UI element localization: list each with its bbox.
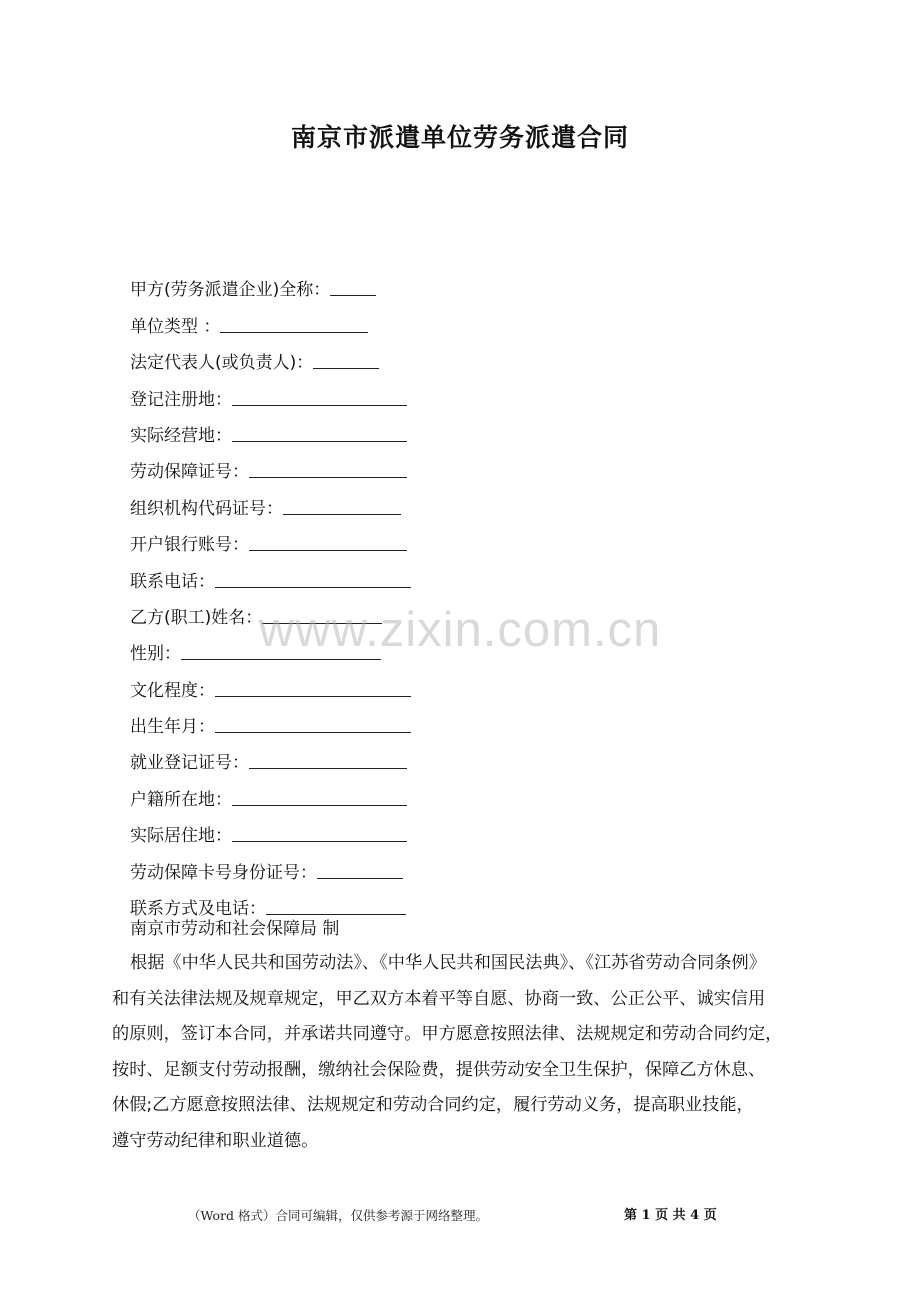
fill-in-blank[interactable] — [330, 294, 376, 296]
fill-in-blank[interactable] — [215, 695, 411, 697]
field-label: 联系电话： — [130, 571, 215, 592]
field-bank-account — [130, 519, 411, 555]
fill-in-blank[interactable] — [215, 731, 411, 733]
fill-in-blank[interactable] — [249, 476, 407, 478]
party-info-fields — [130, 264, 411, 919]
fill-in-blank[interactable] — [232, 440, 407, 442]
field-organization-code — [130, 482, 411, 518]
footer-note: （Word 格式）合同可编辑，仅供参考源于网络整理。 — [188, 1208, 488, 1223]
document-title: 南京市派遣单位劳务派遣合同 — [290, 123, 629, 152]
field-legal-representative — [130, 337, 411, 373]
site-watermark: www.zixin.com.cn — [258, 603, 662, 657]
field-residence — [130, 810, 411, 846]
fill-in-blank[interactable] — [317, 877, 403, 879]
field-business-address — [130, 410, 411, 446]
preamble-line — [112, 946, 828, 982]
field-household-registration — [130, 773, 411, 809]
preamble-line: 和有关法律法规及规章规定，甲乙双方本着平等自愿、协商一致、公正公平、诚实信用 — [112, 988, 766, 1009]
field-education — [130, 664, 411, 700]
field-party-a-name — [130, 264, 411, 300]
field-label: 劳动保障证号： — [130, 462, 249, 483]
field-labor-security-cert — [130, 446, 411, 482]
field-birth-date — [130, 701, 411, 737]
field-label: 性别： — [130, 644, 181, 665]
preamble-text: 根据《中华人民共和国劳动法》、《中华人民共和国民法典》、《江苏省劳动合同条例》 — [130, 953, 766, 973]
field-label: 劳动保障卡号身份证号： — [130, 862, 317, 883]
field-employment-cert — [130, 737, 411, 773]
field-label: 实际居住地： — [130, 826, 232, 847]
preamble-line: 遵守劳动纪律和职业道德。 — [112, 1130, 319, 1151]
fill-in-blank[interactable] — [181, 658, 381, 660]
fill-in-blank[interactable] — [232, 404, 407, 406]
fill-in-blank[interactable] — [313, 367, 379, 369]
field-gender — [130, 628, 411, 664]
field-label: 开户银行账号： — [130, 535, 249, 556]
fill-in-blank[interactable] — [249, 549, 407, 551]
field-label: 甲方(劳务派遣企业)全称： — [130, 280, 331, 301]
field-label: 文化程度： — [130, 680, 215, 701]
fill-in-blank[interactable] — [215, 586, 411, 588]
field-label: 单位类型 ： — [130, 316, 221, 337]
field-contact-phone — [130, 555, 411, 591]
fill-in-blank[interactable] — [283, 513, 401, 515]
preamble-line: 按时、足额支付劳动报酬，缴纳社会保险费，提供劳动安全卫生保护，保障乙方休息、 — [112, 1059, 766, 1080]
preamble-line: 的原则，签订本合同，并承诺共同遵守。甲方愿意按照法律、法规规定和劳动合同约定， — [112, 1024, 783, 1045]
page-number: 第 1 页 共 4 页 — [624, 1208, 717, 1223]
field-label: 实际经营地： — [130, 425, 232, 446]
fill-in-blank[interactable] — [232, 840, 407, 842]
contract-preamble — [112, 946, 828, 1160]
fill-in-blank[interactable] — [249, 767, 407, 769]
field-label: 登记注册地： — [130, 389, 232, 410]
field-unit-type — [130, 300, 411, 336]
field-label: 乙方(职工)姓名： — [130, 607, 263, 628]
field-label: 就业登记证号： — [130, 753, 249, 774]
fill-in-blank[interactable] — [232, 804, 407, 806]
field-label: 出生年月： — [130, 717, 215, 738]
field-party-b-name — [130, 592, 411, 628]
field-label: 组织机构代码证号： — [130, 498, 283, 519]
field-label: 法定代表人(或负责人)： — [130, 353, 314, 374]
field-label: 户籍所在地： — [130, 789, 232, 810]
field-label: 联系方式及电话： — [130, 899, 266, 920]
field-id-number — [130, 846, 411, 882]
fill-in-blank[interactable] — [220, 331, 368, 333]
preamble-line: 休假;乙方愿意按照法律、法规规定和劳动合同约定，履行劳动义务，提高职业技能， — [112, 1095, 754, 1116]
fill-in-blank[interactable] — [262, 622, 382, 624]
field-registered-address — [130, 373, 411, 409]
issuer-line: 南京市劳动和社会保障局 制 — [130, 919, 340, 939]
